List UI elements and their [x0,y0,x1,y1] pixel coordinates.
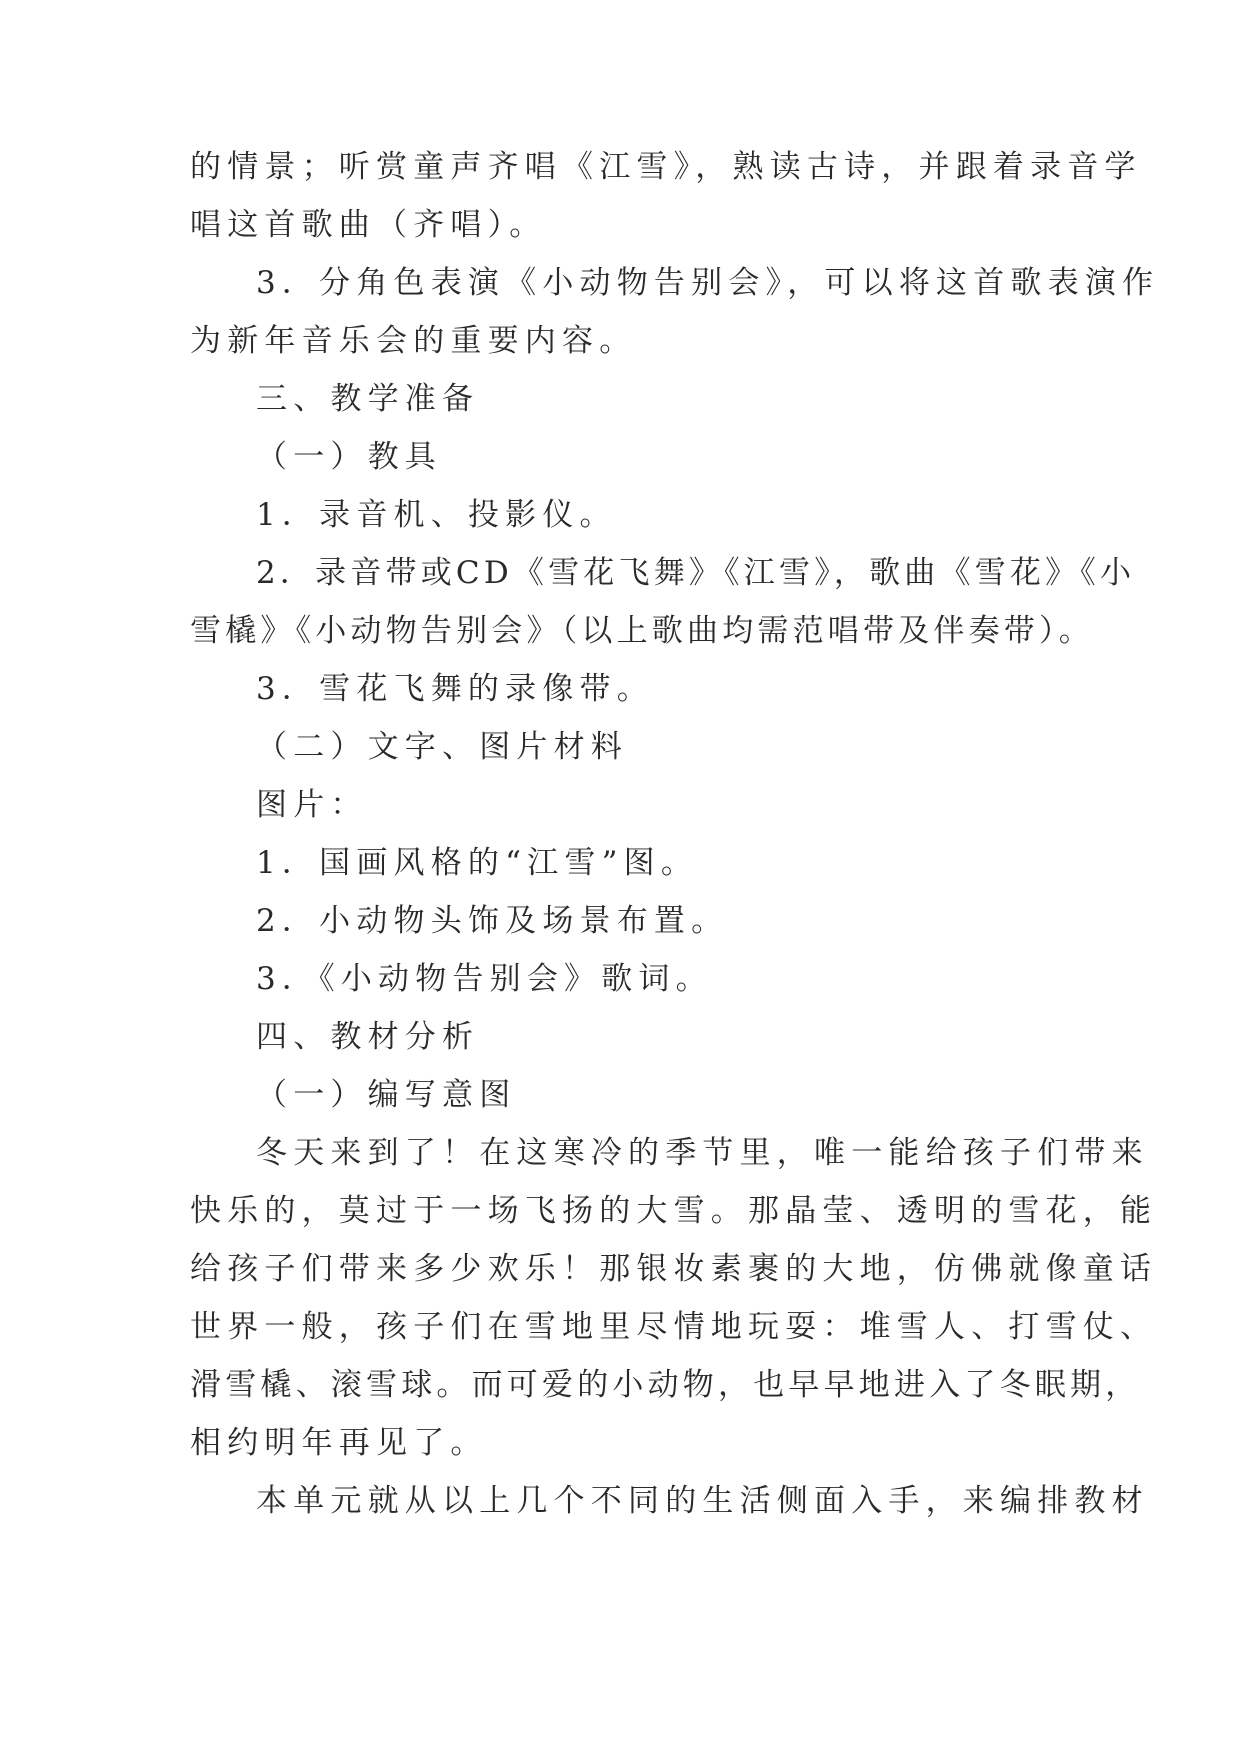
text-line-14: 2．小动物头饰及场景布置。 [256,903,729,939]
text-line-8: 2．录音带或CD《雪花飞舞》《江雪》，歌曲《雪花》《小 [256,555,1136,591]
text-line-23: 相约明年再见了。 [190,1425,488,1461]
text-line-21: 世界一般，孩子们在雪地里尽情地玩耍：堆雪人、打雪仗、 [190,1309,1158,1345]
text-line-18: 冬天来到了！在这寒冷的季节里，唯一能给孩子们带来 [256,1135,1149,1171]
text-line-7: 1．录音机、投影仪。 [256,497,617,533]
section-heading-3: 三、教学准备 [256,381,480,417]
text-line-13: 1．国画风格的“江雪”图。 [256,845,699,881]
text-line-1: 的情景；听赏童声齐唱《江雪》，熟读古诗，并跟着录音学 [190,149,1142,185]
subsection-heading-intent: （一）编写意图 [256,1077,517,1113]
text-line-19: 快乐的，莫过于一场飞扬的大雪。那晶莹、透明的雪花，能 [190,1193,1158,1229]
subsection-heading-teaching-aids: （一）教具 [256,439,442,475]
text-line-12: 图片： [256,787,368,823]
text-line-4: 为新年音乐会的重要内容。 [190,323,637,359]
text-line-15: 3．《小动物告别会》歌词。 [256,961,713,997]
text-line-20: 给孩子们带来多少欢乐！那银妆素裹的大地，仿佛就像童话 [190,1251,1158,1287]
section-heading-4: 四、教材分析 [256,1019,480,1055]
subsection-heading-materials: （二）文字、图片材料 [256,729,628,765]
text-line-3: 3．分角色表演《小动物告别会》，可以将这首歌表演作 [256,265,1160,301]
text-line-22: 滑雪橇、滚雪球。而可爱的小动物，也早早地进入了冬眠期， [190,1367,1141,1403]
text-line-24: 本单元就从以上几个不同的生活侧面入手，来编排教材 [256,1483,1149,1519]
text-line-9: 雪橇》《小动物告别会》（以上歌曲均需范唱带及伴奏带）。 [190,613,1094,649]
text-line-2: 唱这首歌曲（齐唱）。 [190,207,547,243]
text-line-10: 3．雪花飞舞的录像带。 [256,671,654,707]
